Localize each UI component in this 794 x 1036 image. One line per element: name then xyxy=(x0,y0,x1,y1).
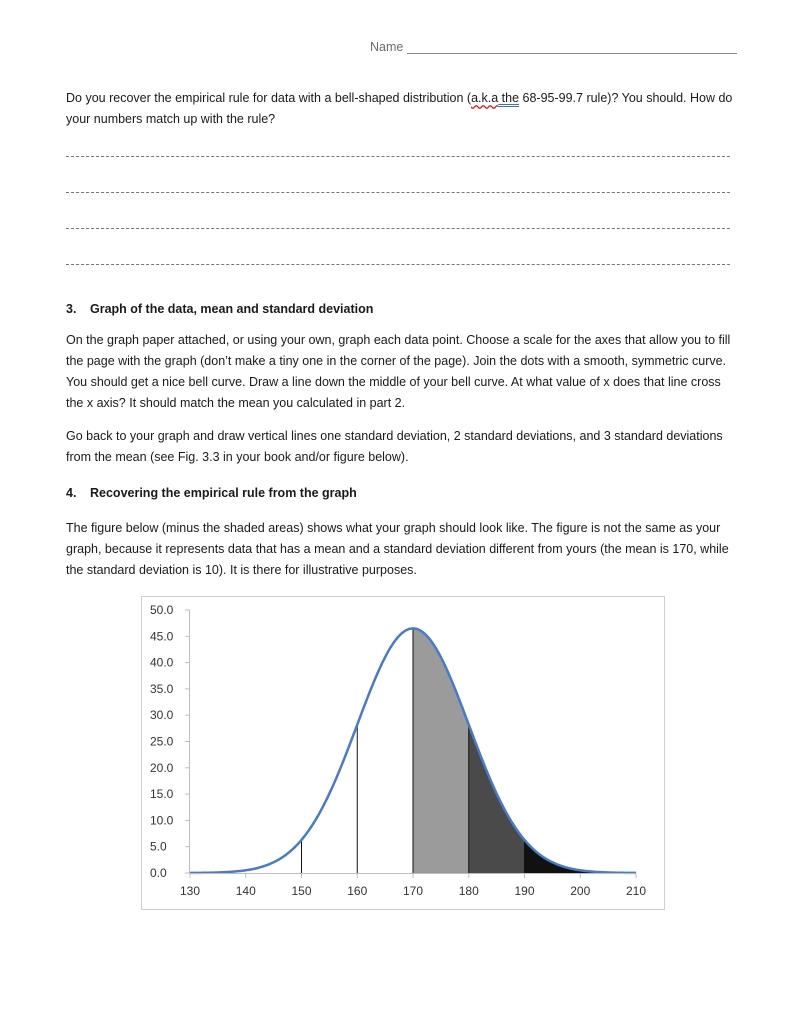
y-tick-label: 35.0 xyxy=(150,681,174,696)
section-3-heading xyxy=(66,302,373,316)
y-tick-label: 15.0 xyxy=(150,787,174,802)
question-paragraph xyxy=(66,88,738,130)
question-aka: a.k.a xyxy=(471,91,499,105)
y-tick-label: 25.0 xyxy=(150,734,174,749)
chart-svg xyxy=(142,597,664,909)
y-tick-label: 45.0 xyxy=(150,629,174,644)
y-tick-label: 5.0 xyxy=(150,839,167,854)
x-tick-label: 200 xyxy=(570,884,591,898)
x-tick-label: 140 xyxy=(235,884,256,898)
x-tick-label: 210 xyxy=(625,884,647,898)
answer-line-3 xyxy=(66,228,730,229)
y-tick-label: 30.0 xyxy=(150,708,174,723)
x-tick-label: 150 xyxy=(291,884,312,898)
section-3-title: Graph of the data, mean and standard deviation xyxy=(90,302,374,316)
y-tick-label: 10.0 xyxy=(150,813,174,828)
y-tick-label: 50.0 xyxy=(150,603,174,617)
name-field xyxy=(370,40,737,54)
answer-line-4 xyxy=(66,264,730,265)
answer-line-2 xyxy=(66,192,730,193)
question-text-end: 68-95-99.7 rule)? You should. How do your numbers match up with the rule? xyxy=(66,91,733,126)
section-3-paragraph-2: Go back to your graph and draw vertical lines one standard deviation, 2 standard deviations, and 3 standard deviations from the mean (see Fig. 3.3 in your book and/or figure below). xyxy=(66,429,723,464)
x-tick-label: 190 xyxy=(514,884,535,898)
y-tick-label: 0.0 xyxy=(150,866,167,880)
question-the: the xyxy=(498,91,520,105)
shaded-region-1 xyxy=(413,628,469,873)
section-3-paragraph-1: On the graph paper attached, or using your own, graph each data point. Choose a scale for the axes that allow you to fill the page with the graph (don’t make a tiny one in the corner of the page). Join the dots with a smooth, symmetric curve. You should get a nice bell curve. Draw a line down the middle of your bell curve. At what value of x does that line cross the x axis? It should match the mean you calculated in part 2. xyxy=(66,333,731,410)
name-label: Name xyxy=(370,40,404,54)
section-4-number: 4. xyxy=(66,486,77,500)
x-tick-label: 180 xyxy=(458,884,479,898)
x-tick-label: 130 xyxy=(179,884,201,898)
y-tick-label: 20.0 xyxy=(150,760,174,775)
bell-curve-chart xyxy=(141,596,665,910)
section-4-title: Recovering the empirical rule from the graph xyxy=(90,486,357,500)
x-tick-label: 170 xyxy=(402,884,424,898)
y-tick-label: 40.0 xyxy=(150,655,174,670)
section-4-heading xyxy=(66,486,357,500)
name-blank-line xyxy=(407,41,737,54)
section-4-paragraph-1: The figure below (minus the shaded areas) shows what your graph should look like. The figure is not the same as your graph, because it represents data that has a mean and a standard deviation different from yours (the mean is 170, while the standard deviation is 10). It is there for illustrative purposes. xyxy=(66,521,729,577)
answer-line-1 xyxy=(66,156,730,157)
x-tick-label: 160 xyxy=(347,884,368,898)
section-3-number: 3. xyxy=(66,302,77,316)
shaded-region-3 xyxy=(525,840,597,873)
question-text-start: Do you recover the empirical rule for data with a bell-shaped distribution ( xyxy=(66,91,472,105)
